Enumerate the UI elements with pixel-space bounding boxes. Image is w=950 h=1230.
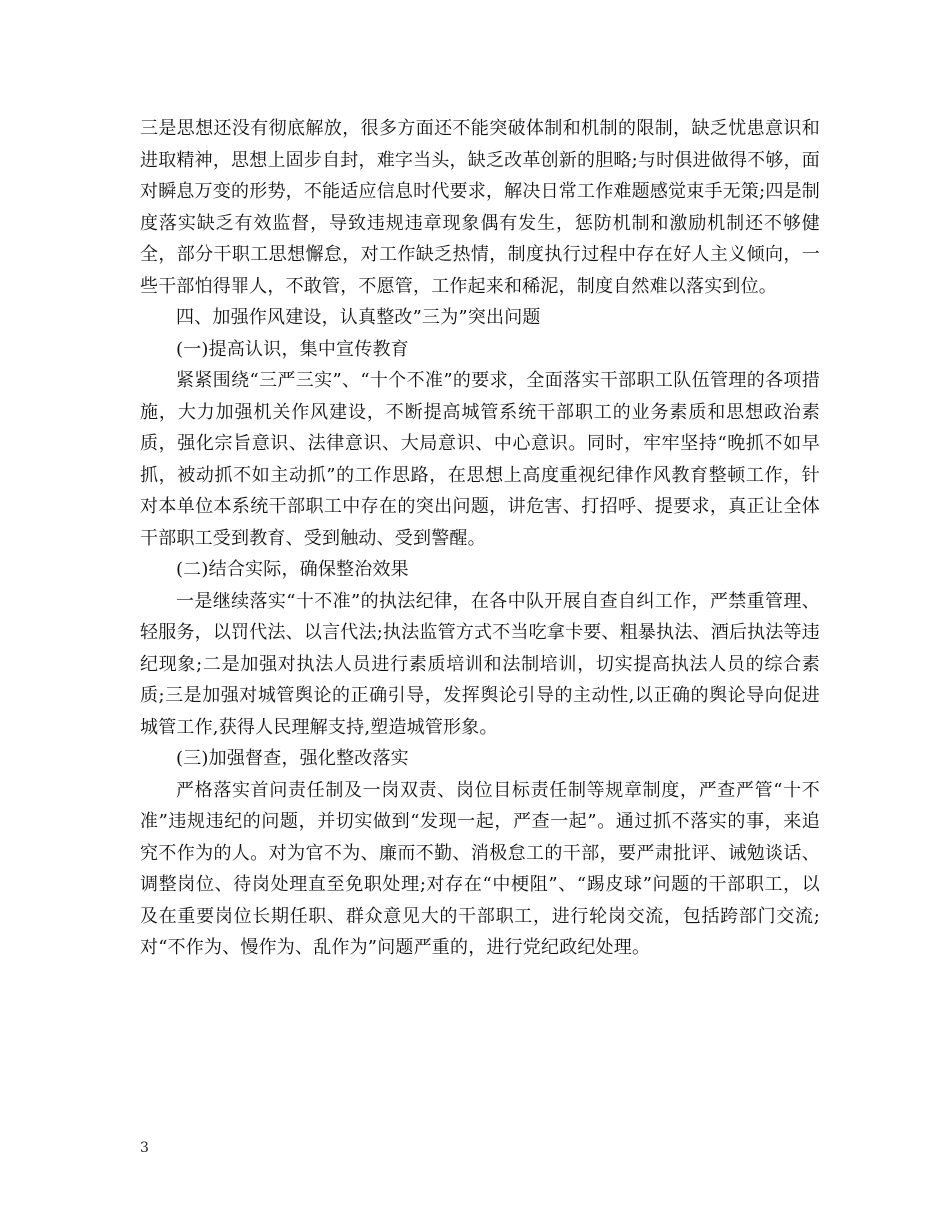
- paragraph-2: 一是继续落实“十不准”的执法纪律，在各中队开展自查自纠工作，严禁重管理、轻服务，以罚代法、以言代法;执法监管方式不当吃拿卡要、粗暴执法、酒后执法等违纪现象;二是加强对执法人员进行素质培训和法制培训，切实提高执法人员的综合素质;三是加强对城管舆论的正确引导，发挥舆论引导的主动性,以正确的舆论导向促进城管工作,获得人民理解支持,塑造城管形象。: [140, 590, 820, 738]
- paragraph-continuation: 三是思想还没有彻底解放，很多方面还不能突破体制和机制的限制，缺乏忧患意识和进取精神，思想上固步自封，难字当头，缺乏改革创新的胆略;与时俱进做得不够，面对瞬息万变的形势，不能适应信息时代要求，解决日常工作难题感觉束手无策;四是制度落实缺乏有效监督，导致违规违章现象偶有发生，惩防机制和激励机制还不够健全，部分干职工思想懈怠，对工作缺乏热情，制度执行过程中存在好人主义倾向，一些干部怕得罪人，不敢管，不愿管，工作起来和稀泥，制度自然难以落实到位。: [140, 118, 820, 297]
- page-number: 3: [140, 1140, 149, 1156]
- document-body: [140, 113, 820, 964]
- paragraph-3: 严格落实首问责任制及一岗双责、岗位目标责任制等规章制度，严查严管“十不准”违规违纪的问题，并切实做到“发现一起，严查一起”。通过抓不落实的事，来追究不作为的人。对为官不为、廉而不勤、消极怠工的干部，要严肃批评、诫勉谈话、调整岗位、待岗处理直至免职处理;对存在“中梗阻”、“踢皮球”问题的干部职工，以及在重要岗位长期任职、群众意见大的干部职工，进行轮岗交流，包括跨部门交流;对“不作为、慢作为、乱作为”问题严重的，进行党纪政纪处理。: [140, 779, 820, 958]
- subsection-heading-3: (三)加强督查，强化整改落实: [176, 748, 409, 769]
- section-heading: 四、加强作风建设，认真整改”三为”突出问题: [176, 307, 541, 328]
- paragraph-1: 紧紧围绕“三严三实”、“十个不准”的要求，全面落实干部职工队伍管理的各项措施，大力加强机关作风建设，不断提高城管系统干部职工的业务素质和思想政治素质，强化宗旨意识、法律意识、大局意识、中心意识。同时，牢牢坚持“晚抓不如早抓，被动抓不如主动抓”的工作思路，在思想上高度重视纪律作风教育整顿工作，针对本单位本系统干部职工中存在的突出问题，讲危害、打招呼、提要求，真正让全体干部职工受到教育、受到触动、受到警醒。: [140, 370, 820, 549]
- subsection-heading-2: (二)结合实际，确保整治效果: [176, 559, 409, 580]
- subsection-heading-1: (一)提高认识，集中宣传教育: [176, 338, 409, 360]
